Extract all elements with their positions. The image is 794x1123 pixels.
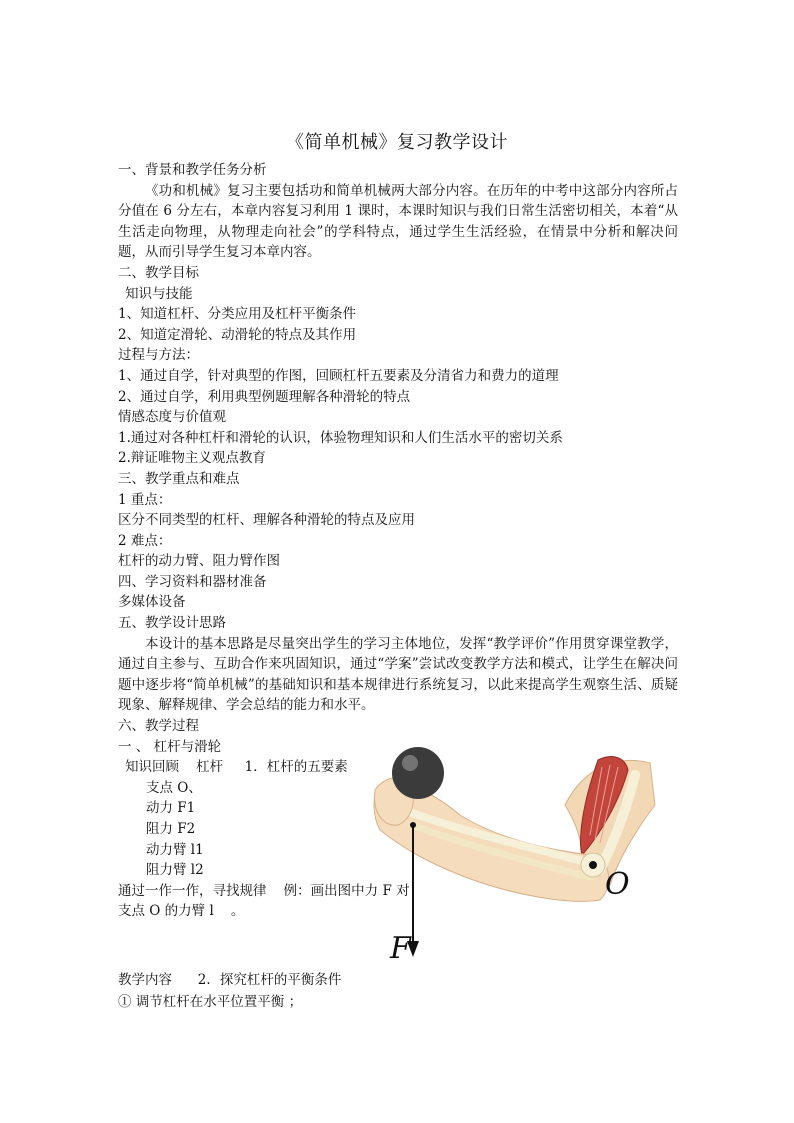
section-2-sub-knowledge: 知识与技能 — [125, 285, 193, 302]
ball-icon — [392, 747, 444, 799]
forearm-lever-figure — [350, 745, 670, 975]
teaching-content-line: 教学内容 2．探究杠杆的平衡条件 — [118, 972, 342, 988]
force-label: F — [390, 931, 411, 966]
section-2-item-6: 2.辩证唯物主义观点教育 — [118, 450, 266, 467]
section-6-heading: 六、教学过程 — [118, 718, 199, 735]
practice-line-1: 通过一作一作，寻找规律 例：画出图中力 F 对 — [118, 882, 410, 899]
section-2-item-2: 2、知道定滑轮、动滑轮的特点及其作用 — [118, 326, 357, 343]
section-4-text: 多媒体设备 — [118, 594, 186, 611]
section-2-item-3: 1、通过自学，针对典型的作图，回顾杠杆五要素及分清省力和费力的道理 — [118, 367, 559, 384]
section-2-item-1: 1、知道杠杆、分类应用及杠杆平衡条件 — [118, 306, 357, 323]
section-2-sub-process: 过程与方法： — [118, 347, 199, 364]
section-2-sub-attitude: 情感态度与价值观 — [118, 409, 226, 426]
section-3-key-label: 1 重点： — [118, 491, 172, 508]
section-5-heading: 五、教学设计思路 — [118, 615, 226, 632]
section-3-difficulty-label: 2 难点： — [118, 532, 172, 549]
document-title: 《简单机械》复习教学设计 — [286, 132, 508, 153]
lever-element-pivot: 支点 O、 — [146, 779, 202, 796]
section-2-item-5: 1.通过对各种杠杆和滑轮的认识，体验物理知识和人们生活水平的密切关系 — [118, 429, 563, 446]
step-1-line: ① 调节杠杆在水平位置平衡 ； — [118, 994, 303, 1010]
section-1-heading: 一、背景和教学任务分析 — [118, 162, 267, 178]
pivot-label: O — [605, 867, 630, 902]
section-4-heading: 四、学习资料和器材准备 — [118, 573, 267, 590]
section-1-paragraph: 《功和机械》复习主要包括功和简单机械两大部分内容。在历年的中考中这部分内容所占分值在 6 分左右，本章内容复习利用 1 课时，本课时知识与我们日常生活密切相关，本着“从生活走向物理，从物理走向社会”的学科特点，通过学生生活经验，在情景中分析和解决问题，从而引导学生复习本章内容。 — [118, 182, 678, 261]
section-3-difficulty-text: 杠杆的动力臂、阻力臂作图 — [118, 553, 280, 570]
lever-element-load: 阻力 F2 — [146, 821, 196, 837]
section-2-item-4: 2、通过自学，利用典型例题理解各种滑轮的特点 — [118, 388, 411, 405]
section-3-key-text: 区分不同类型的杠杆、理解各种滑轮的特点及应用 — [118, 512, 415, 529]
lever-element-load-arm: 阻力臂 l2 — [146, 862, 204, 879]
lever-element-effort: 动力 F1 — [146, 800, 196, 817]
section-3-heading: 三、教学重点和难点 — [118, 470, 240, 487]
lever-element-effort-arm: 动力臂 l1 — [146, 841, 204, 858]
document-tail — [118, 969, 678, 1013]
section-6-part-1: 一 、 杠杆与滑轮 — [118, 738, 222, 755]
section-2-heading: 二、教学目标 — [118, 264, 199, 281]
knowledge-review-line: 知识回顾 杠杆 1．杠杆的五要素 — [125, 759, 348, 776]
practice-line-2: 支点 O 的力臂 l 。 — [118, 903, 245, 920]
section-5-paragraph: 本设计的基本思路是尽量突出学生的学习主体地位，发挥“教学评价”作用贯穿课堂教学，通过自主参与、互助合作来巩固知识，通过“学案”尝试改变教学方法和模式，让学生在解决问题中逐步将“简单机械”的基础知识和基本规律进行系统复习，以此来提高学生观察生活、质疑现象、解释规律、学会总结的能力和水平。 — [118, 635, 678, 714]
